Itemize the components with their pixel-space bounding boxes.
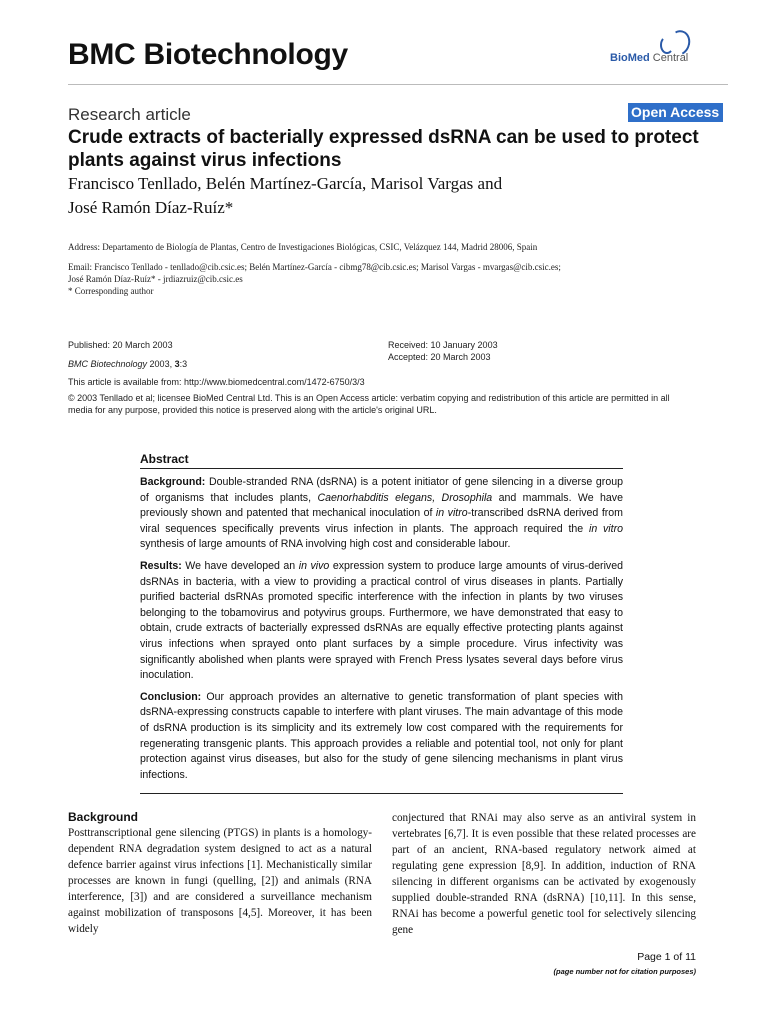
author-emails: [68, 261, 718, 285]
abstract-background-invitro-2: in vitro: [588, 522, 624, 535]
abstract-background-text-3: -transcribed dsRNA derived from viral sequences specifically prevents virus infection in plants. The approach required the: [140, 507, 624, 535]
abstract-conclusion-text: Our approach provides an alternative to genetic transformation of plant species with dsRNA-expressing constructs capable to interfere with plant viruses. The main advantage of this mode of dsRNA production is its simplicity and its extremely low cost compared with the requirements for regenerating transgenic plants. This approach provides a reliable and potential tool, not only for plant protection against virus diseases, but also for the study of gene silencing mechanisms in plant virus infections.: [140, 690, 623, 781]
publisher-name-rest: Central: [649, 52, 689, 64]
body-column-right: [392, 810, 696, 938]
publisher-name-bold: BioMed: [610, 52, 650, 64]
abstract-top-rule: [140, 468, 623, 469]
corresponding-author-note: * Corresponding author: [68, 286, 154, 296]
abstract-results-text-2: expression system to produce large amounts of virus-derived dsRNAs in bacteria, with a view to providing a practical control of virus diseases in plants. Partially purified bacterial dsRNAs promoted specific interference with the infection in plants by two viruses belonging to the tobamovirus and potyvirus groups. Furthermore, we have demonstrated that easy to obtain, crude extracts of bacterially expressed dsRNAs are equally effective protecting plants against virus infections when sprayed onto plant surfaces by a simple procedure. Virus infectivity was significantly abolished when plants were sprayed with French Press lysates several days before virus inoculation.: [140, 559, 623, 682]
abstract-background: [140, 475, 623, 553]
abstract-bottom-rule: [140, 793, 623, 794]
abstract-results-invivo: in vivo: [298, 559, 330, 572]
abstract-results-label: Results:: [140, 559, 182, 572]
authors-line-1: Francisco Tenllado, Belén Martínez-García, Marisol Vargas and: [68, 174, 503, 193]
citation-volume: 3: [174, 359, 180, 369]
received-date: Received: 10 January 2003: [388, 340, 498, 350]
abstract-conclusion-label: Conclusion:: [140, 690, 202, 703]
body-paragraph-right: conjectured that RNAi may also serve as an antiviral system in vertebrates [6,7]. It is even possible that these related processes are part of an ancient, RNA-based regulatory network aimed at regulating gene expression [8,9]. In addition, induction of RNA silencing in different organisms can be activated by exogenously supplied double-stranded RNA (dsRNA) [10,11]. In this sense, RNAi has become a powerful genetic tool for selectively silencing gene: [392, 812, 696, 936]
abstract-background-label: Background:: [140, 476, 206, 488]
article-type: Research article: [68, 105, 191, 124]
citation-journal: BMC Biotechnology: [68, 359, 148, 369]
abstract-box: [140, 452, 623, 794]
citation: [68, 358, 187, 370]
authors-line-2: José Ramón Díaz-Ruíz*: [68, 198, 234, 217]
emails-line-2: José Ramón Díaz-Ruíz* - jrdiazruiz@cib.csic.es: [68, 274, 243, 284]
abstract-results: [140, 559, 623, 684]
copyright-notice: © 2003 Tenllado et al; licensee BioMed Central Ltd. This is an Open Access article: verbatim copying and redistribution of this article are permitted in all media for any purpose, provided this notice is preserved along with the article's original URL.: [68, 393, 670, 415]
open-access-badge: Open Access: [628, 103, 723, 122]
body-column-left: [68, 810, 372, 937]
publisher-logo: [610, 30, 710, 70]
publisher-name: [610, 52, 688, 64]
abstract-conclusion: [140, 690, 623, 784]
abstract-background-text-4: synthesis of large amounts of RNA involving high cost and considerable labour.: [140, 538, 511, 551]
abstract-background-text-1: Double-stranded RNA (dsRNA) is a potent initiator of gene silencing in a diverse group of organisms that includes plants,: [140, 476, 623, 504]
abstract-background-species: Caenorhabditis elegans, Drosophila: [317, 491, 493, 504]
abstract-results-text-1: We have developed an: [181, 559, 299, 572]
citation-article: :3: [179, 359, 188, 369]
abstract-background-text-2: and mammals. We have previously shown and patented that mechanical inoculation of: [140, 491, 623, 520]
page-number-note: (page number not for citation purposes): [553, 967, 696, 976]
published-date: Published: 20 March 2003: [68, 340, 173, 350]
header-divider: [68, 84, 728, 85]
author-list: [68, 172, 648, 220]
journal-title: BMC Biotechnology: [68, 38, 348, 71]
citation-year: 2003,: [147, 359, 175, 369]
author-address: Address: Departamento de Biología de Plantas, Centro de Investigaciones Biológicas, CSIC, Velázquez 144, Madrid 28006, Spain: [68, 242, 538, 252]
section-heading-background: Background: [68, 810, 139, 824]
abstract-background-invitro-1: in vitro: [435, 507, 468, 520]
page-number: Page 1 of 11: [637, 951, 696, 963]
abstract-heading: Abstract: [140, 452, 189, 466]
article-title: Crude extracts of bacterially expressed dsRNA can be used to protect plants against virus infections: [68, 127, 699, 171]
article-url-note: This article is available from: http://www.biomedcentral.com/1472-6750/3/3: [68, 377, 365, 387]
accepted-date: Accepted: 20 March 2003: [388, 352, 491, 362]
body-paragraph-left: Posttranscriptional gene silencing (PTGS) in plants is a homology-dependent RNA degradation system designed to act as a natural defence barrier against virus infections [1]. Mechanistically similar processes are known in fungi (quelling, [2]) and animals (RNA interference, [3]) and are considered a surveillance mechanism against mobilization of transposons [4,5]. Moreover, it has been widely: [68, 827, 372, 935]
emails-line-1: Email: Francisco Tenllado - tenllado@cib.csic.es; Belén Martínez-García - cibmg78@cib.csic.es; Marisol Vargas - mvargas@cib.csic.es;: [68, 262, 561, 272]
